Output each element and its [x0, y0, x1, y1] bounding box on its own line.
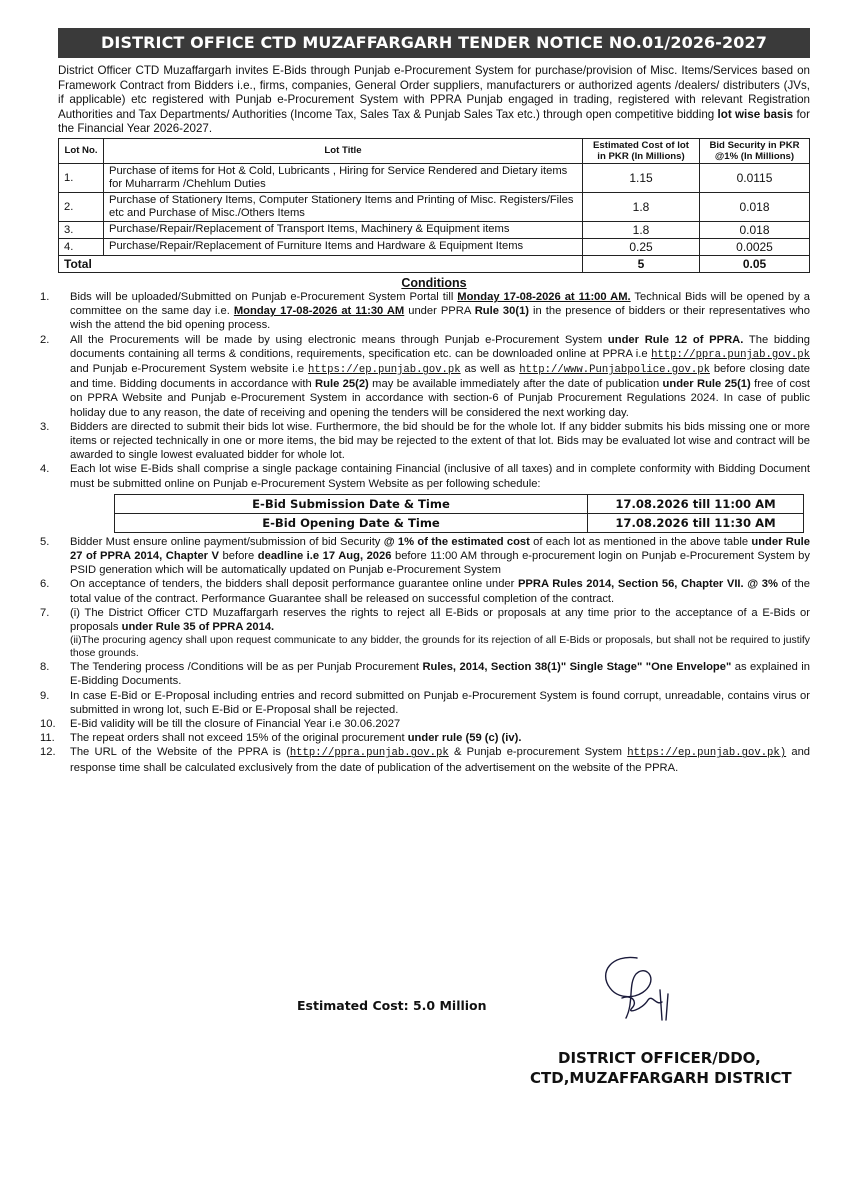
- conditions-heading: Conditions: [401, 275, 467, 290]
- condition-number: 2.: [40, 333, 50, 346]
- condition-text: Bids will be uploaded/Submitted on Punjab e-Procurement System Portal till: [70, 290, 458, 303]
- total-label: Total: [59, 255, 583, 272]
- schedule-row-opening: [115, 513, 804, 532]
- col-bid-security: Bid Security in PKR @1% (In Millions): [700, 138, 810, 163]
- condition-number: 8.: [40, 661, 50, 674]
- condition-text: E-Bid validity will be till the closure of Financial Year i.e 30.06.2027: [70, 718, 401, 731]
- condition-text: under PPRA: [404, 305, 475, 318]
- signatory-title: DISTRICT OFFICER/DDO,: [558, 1049, 761, 1067]
- lot-row: [59, 192, 810, 221]
- lot-cost: 1.8: [583, 221, 700, 238]
- lot-cost: 1.8: [583, 192, 700, 221]
- signatory-block: [530, 1048, 792, 1088]
- lot-no: 3.: [59, 221, 104, 238]
- condition-text: (i) The District Officer CTD Muzaffargarh reserves the rights to reject all E-Bids or proposals at any time prior to the acceptance of a E-Bids or proposals: [70, 606, 810, 634]
- condition-text: before: [219, 550, 258, 563]
- schedule-value: 17.08.2026 till 11:30 AM: [588, 513, 804, 532]
- lots-table: [58, 138, 810, 273]
- condition-text: may be available immediately after the date of publication: [368, 378, 663, 391]
- condition-6: [34, 577, 810, 605]
- condition-text: The bidding documents containing all terms & conditions, requirements, specification etc. can be downloaded online at PPRA i.e: [70, 333, 810, 360]
- notice-title: DISTRICT OFFICE CTD MUZAFFARGARH TENDER NOTICE NO.01/2026-2027: [58, 28, 810, 58]
- condition-number: 1.: [40, 290, 50, 303]
- lot-rows: [59, 163, 810, 255]
- lot-row: [59, 238, 810, 255]
- conditions-list: [40, 290, 811, 491]
- ppra-link[interactable]: http://ppra.punjab.gov.pk: [289, 747, 449, 760]
- condition-text: and response time shall be calculated exclusively from the date of publication of the advertisement on the website of the PPRA.: [70, 746, 811, 774]
- eprocurement-link[interactable]: https://ep.punjab.gov.pk): [627, 747, 787, 760]
- condition-text: of the total value of the contract. Performance Guarantee shall be released on successful completion of the contract.: [70, 578, 810, 605]
- deadline-ref: deadline i.e 17 Aug, 2026: [257, 550, 392, 563]
- schedule-value: 17.08.2026 till 11:00 AM: [588, 494, 804, 513]
- rule-ref: under Rule 25(1): [662, 378, 751, 391]
- rule-ref: PPRA Rules 2014, Section 56, Chapter VII. @ 3%: [517, 578, 778, 591]
- condition-number: 5.: [40, 535, 50, 548]
- condition-number: 3.: [40, 420, 50, 433]
- condition-7: [34, 606, 810, 660]
- intro-text: District Officer CTD Muzaffargarh invites E-Bids through Punjab e-Procurement System for purchase/provision of Misc. Items/Services based on Framework Contract from Bidders i.e., firms, companies, General Order suppliers, manufacturers or authorized agents /dealers/ distributers (JVs, if applicable) etc registered with Punjab e-Procurement System with PPRA Punjab engaged in trading, registered with relevant Registration Authorities and Tax Departments/ Authorities (Income Tax, Sales Tax & Punjab Sales Tax etc.) through open competitive bidding: [58, 64, 810, 121]
- condition-text: Technical Bids will be opened by a committee on the same day i.e.: [70, 290, 810, 318]
- lot-row: [59, 221, 810, 238]
- lot-no: 4.: [59, 238, 104, 255]
- condition-text: as explained in E-Bidding Documents.: [70, 661, 810, 688]
- total-security: 0.05: [700, 255, 810, 272]
- condition-text: The Tendering process /Conditions will be as per Punjab Procurement: [70, 661, 423, 674]
- condition-subtext: (ii)The procuring agency shall upon request communicate to any bidder, the grounds for its rejection of all E-Bids or proposals, but shall not be required to justify those grounds.: [70, 635, 810, 660]
- conditions-list-continued: [40, 535, 811, 775]
- condition-text: and Punjab e-Procurement System website i.e: [70, 362, 309, 375]
- lot-title: Purchase/Repair/Replacement of Transport Items, Machinery & Equipment items: [104, 221, 583, 238]
- lot-cost: 1.15: [583, 163, 700, 192]
- punjab-police-link[interactable]: http://www.Punjabpolice.gov.pk: [519, 363, 710, 376]
- condition-text: free of cost on PPRA Website and Punjab e-Procurement System in accordance with section-6 of Punjab Procurement Regulations 2024. In case of public holiday due to any reason, the date of receiving and opening the tenders will be considered the next working day.: [70, 378, 811, 419]
- condition-12: [34, 745, 810, 774]
- rule-ref: Rule 30(1): [474, 305, 530, 318]
- condition-text: In case E-Bid or E-Proposal including entries and record submitted on Punjab e-Procurement System is found corrupt, unreadable, contains virus or submitted in wrong lot, such E-Bid or E-Proposal shall be rejected.: [70, 689, 810, 716]
- condition-text: in the presence of bidders or their representatives who wish the attend the bid opening process.: [70, 305, 810, 332]
- lot-security: 0.018: [700, 192, 810, 221]
- lot-no: 2.: [59, 192, 104, 221]
- condition-2: [34, 333, 810, 420]
- signatory-office: CTD,MUZAFFARGARH DISTRICT: [530, 1069, 792, 1087]
- condition-number: 12.: [40, 746, 56, 759]
- condition-number: 11.: [40, 732, 55, 745]
- signature: [592, 950, 692, 1030]
- intro-paragraph: [58, 64, 810, 137]
- condition-text: All the Procurements will be made by using electronic means through Punjab e-Procurement System: [70, 333, 608, 346]
- condition-5: [34, 535, 810, 578]
- condition-text: as well as: [460, 362, 520, 375]
- condition-11: [34, 731, 810, 745]
- lot-title: Purchase/Repair/Replacement of Furniture Items and Hardware & Equipment Items: [104, 238, 583, 255]
- col-lot-no: Lot No.: [59, 138, 104, 163]
- condition-3: [34, 420, 810, 463]
- condition-number: 10.: [40, 718, 56, 731]
- total-cost: 5: [583, 255, 700, 272]
- rule-ref: under Rule 12 of PPRA.: [607, 333, 744, 346]
- lot-title: Purchase of items for Hot & Cold, Lubricants , Hiring for Service Rendered and Dietary items for Muharrarm /Chehlum Duties: [104, 163, 583, 192]
- condition-number: 9.: [40, 689, 50, 702]
- submission-deadline: Monday 17-08-2026 at 11:00 AM.: [457, 290, 631, 303]
- ppra-link[interactable]: http://ppra.punjab.gov.pk: [651, 348, 810, 361]
- condition-9: [34, 689, 810, 717]
- condition-text: before 11:00 AM through e-procurement login on Punjab e-Procurement System by PSID generation which will be automatically updated on Punjab e-Procurement System: [70, 550, 810, 577]
- lot-cost: 0.25: [583, 238, 700, 255]
- condition-number: 4.: [40, 463, 50, 476]
- tender-notice: [40, 28, 811, 775]
- rule-ref: under Rule 35 of PPRA 2014.: [121, 621, 275, 634]
- condition-text: of each lot as mentioned in the above table: [529, 535, 752, 548]
- opening-deadline: Monday 17-08-2026 at 11:30 AM: [233, 305, 405, 318]
- condition-text: Bidders are directed to submit their bids lot wise. Furthermore, the bid should be for the whole lot. If any bidder submits his bids missing one or more items or rejected technically in one or more items, the bid may be rejected to the extent of that lot. Bids may be evaluated lot wise and contract will be awarded to single lowest evaluated bidder for whole lot.: [70, 420, 810, 462]
- condition-number: 7.: [40, 606, 50, 619]
- eprocurement-link[interactable]: https://ep.punjab.gov.pk: [308, 363, 461, 376]
- rule-ref: Rules, 2014, Section 38(1)" Single Stage" "One Envelope": [422, 661, 732, 674]
- intro-bold: lot wise basis: [717, 107, 794, 121]
- lot-no: 1.: [59, 163, 104, 192]
- condition-text: Each lot wise E-Bids shall comprise a single package containing Financial (inclusive of all taxes) and in complete conformity with Bidding Document must be submitted online on Punjab e-Procurement System Website as per following schedule:: [70, 463, 810, 490]
- rule-ref: under rule (59 (c) (iv).: [407, 732, 522, 745]
- intro-text-end: for the Financial Year 2026-2027.: [58, 107, 810, 136]
- lot-security: 0.0115: [700, 163, 810, 192]
- condition-10: [34, 717, 810, 731]
- col-lot-title: Lot Title: [104, 138, 583, 163]
- schedule-label: E-Bid Opening Date & Time: [115, 513, 588, 532]
- lot-security: 0.018: [700, 221, 810, 238]
- col-estimated-cost: Estimated Cost of lot in PKR (In Millions): [583, 138, 700, 163]
- total-row: [59, 255, 810, 272]
- condition-text: The repeat orders shall not exceed 15% of the original procurement: [70, 732, 408, 745]
- estimated-cost: Estimated Cost: 5.0 Million: [297, 998, 487, 1013]
- lot-security: 0.0025: [700, 238, 810, 255]
- condition-text: before closing date and time. Bidding documents in accordance with: [70, 362, 810, 391]
- condition-4: [34, 462, 810, 490]
- schedule-label: E-Bid Submission Date & Time: [115, 494, 588, 513]
- condition-text: & Punjab e-procurement System: [448, 746, 628, 759]
- rule-ref: under Rule 27 of PPRA 2014, Chapter V: [70, 535, 810, 563]
- schedule-table: [114, 494, 804, 533]
- condition-text: Bidder Must ensure online payment/submission of bid Security: [70, 535, 384, 548]
- condition-text: The URL of the Website of the PPRA is (: [70, 746, 290, 759]
- condition-1: [34, 290, 810, 333]
- schedule-row-submission: [115, 494, 804, 513]
- rule-ref: Rule 25(2): [315, 378, 369, 391]
- lot-row: [59, 163, 810, 192]
- condition-8: [34, 660, 810, 688]
- lot-title: Purchase of Stationery Items, Computer Stationery Items and Printing of Misc. Registers/Files etc and Purchase of Misc./Others Items: [104, 192, 583, 221]
- condition-number: 6.: [40, 578, 50, 591]
- bid-security-rate: @ 1% of the estimated cost: [383, 535, 530, 548]
- condition-text: On acceptance of tenders, the bidders shall deposit performance guarantee online under: [70, 578, 518, 591]
